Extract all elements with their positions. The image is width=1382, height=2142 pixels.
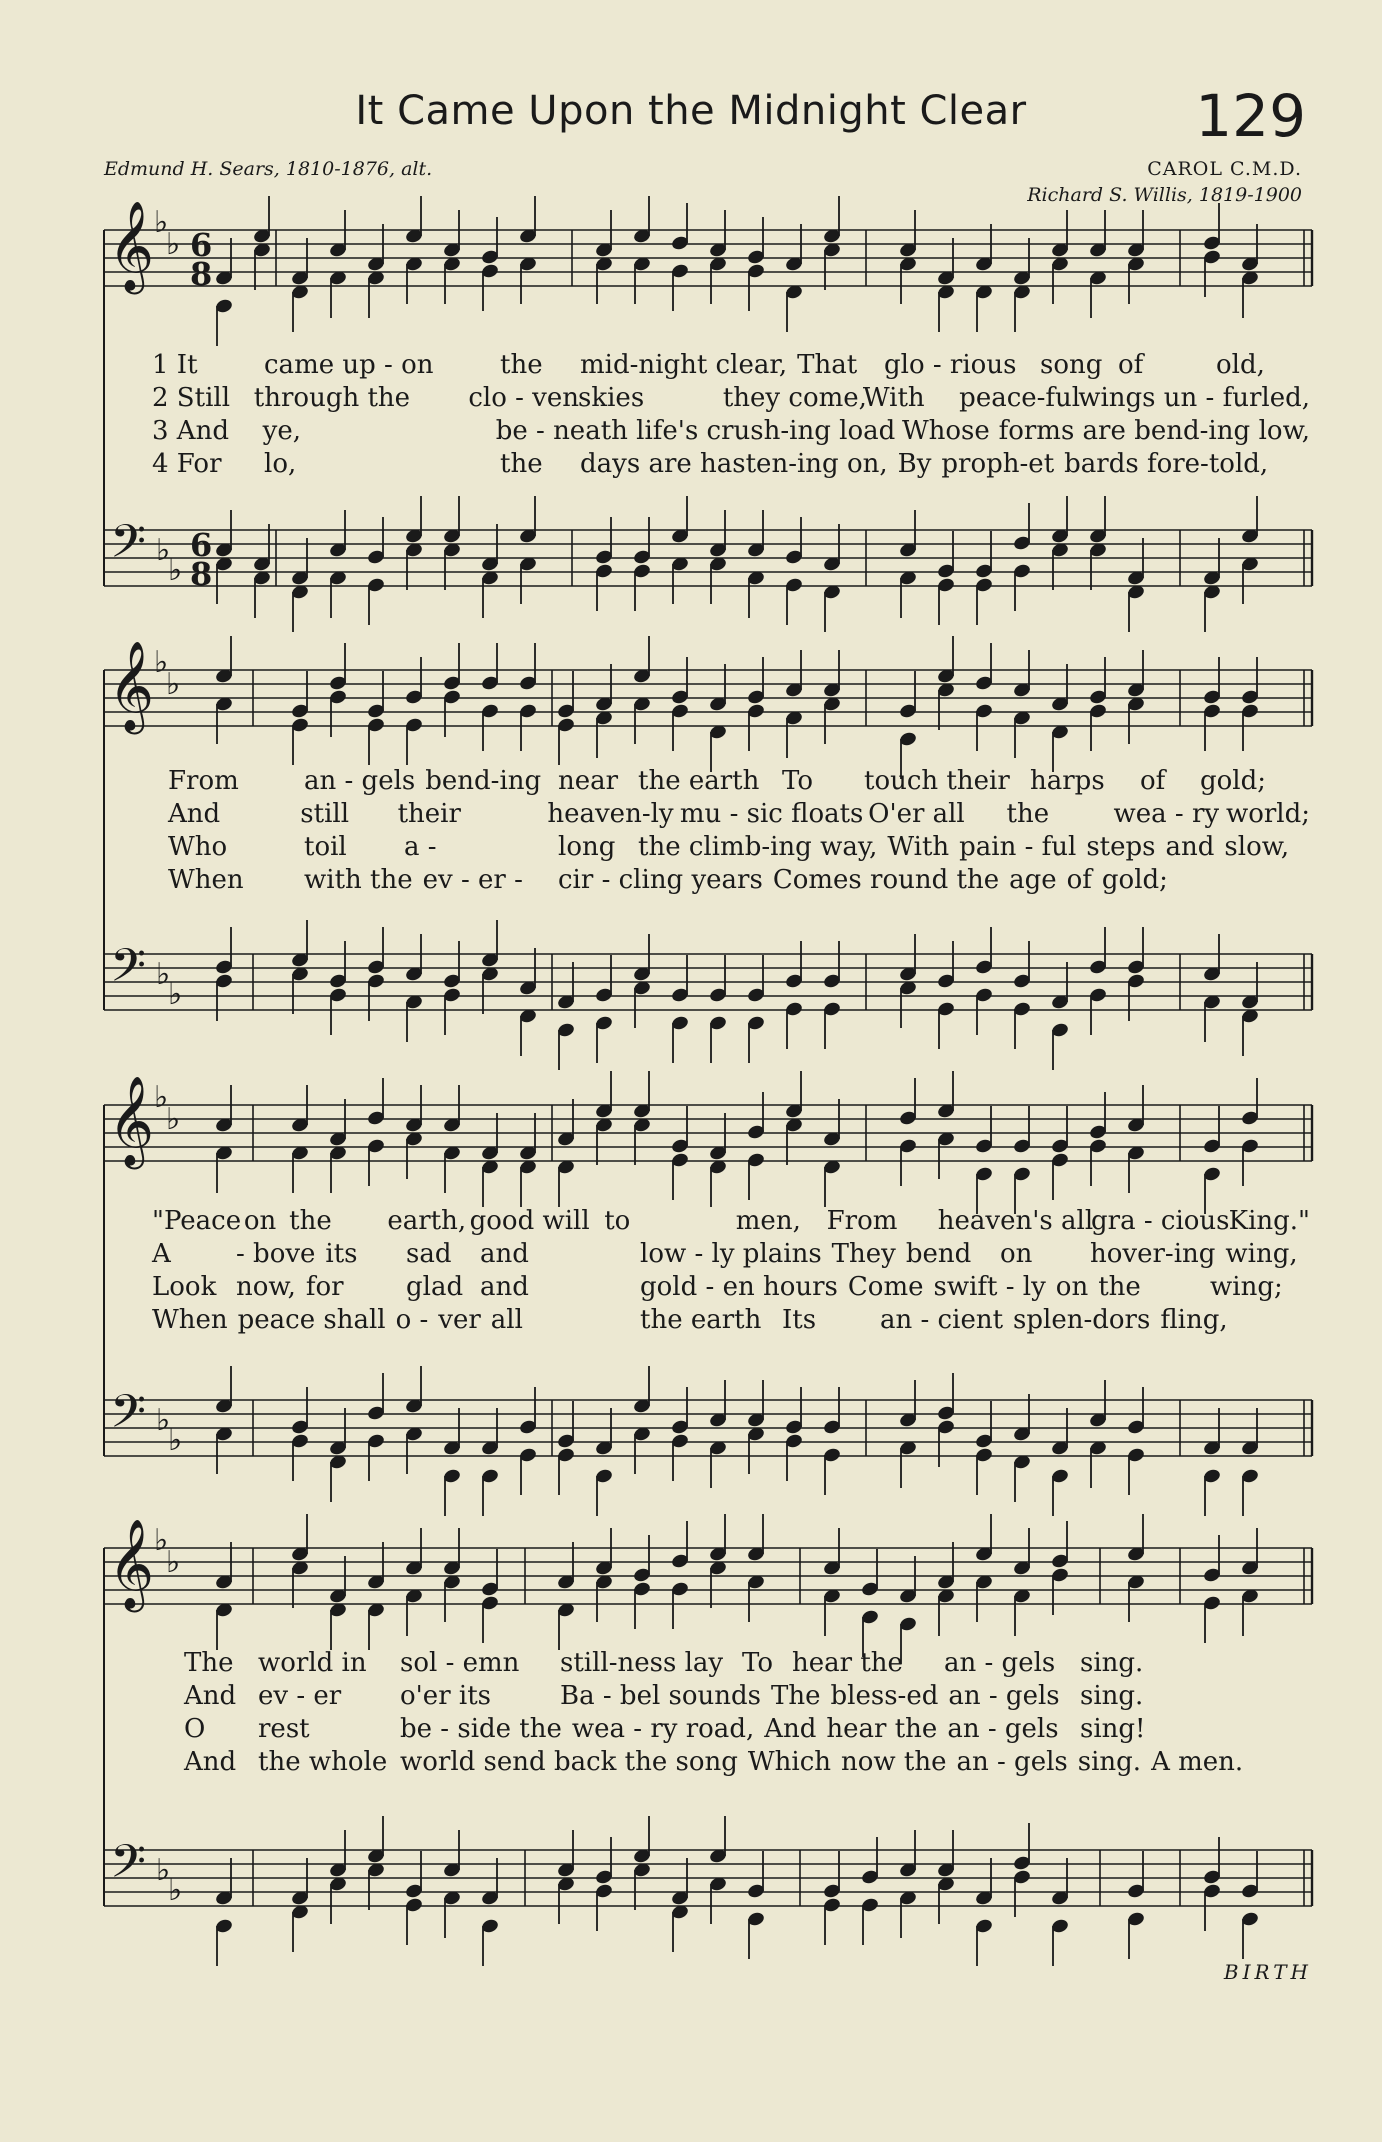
key-flat: ♭ — [168, 1423, 183, 1458]
lyric-word: the — [1006, 799, 1050, 829]
verse-line — [0, 1648, 1382, 1682]
treble-notes — [214, 196, 1259, 346]
lyric-word: wea - ry road, — [571, 1714, 755, 1744]
treble-clef: 𝄞 — [108, 1519, 155, 1609]
lyric-word: men, — [735, 1206, 801, 1236]
verse-line — [0, 1239, 1382, 1273]
lyric-word: bend — [905, 1239, 972, 1269]
lyric-word: and — [480, 1239, 529, 1269]
lyric-word: heaven-ly — [547, 799, 674, 829]
verse-line — [0, 766, 1382, 800]
verse-line — [0, 832, 1382, 866]
lyric-word: The — [771, 1681, 821, 1711]
lyric-word: wing; — [1210, 1272, 1283, 1302]
lyric-word: an - gels — [944, 1648, 1056, 1678]
key-flat: ♭ — [168, 1873, 183, 1908]
lyric-word: Who — [168, 832, 228, 862]
lyric-word: o - — [395, 1305, 429, 1335]
lyric-word: the climb-ing way, — [638, 832, 878, 862]
lyric-word: an - cient — [880, 1305, 1004, 1335]
lyric-word: ev - er - — [422, 865, 523, 895]
lyric-word: To — [742, 1648, 773, 1678]
key-flat: ♭ — [168, 977, 183, 1012]
lyric-word: - bove — [236, 1239, 316, 1269]
verse-line — [0, 449, 1382, 483]
lyric-word: low, — [1258, 416, 1310, 446]
lyric-word: 1 It — [152, 350, 198, 380]
key-flat: ♭ — [156, 957, 171, 992]
lyric-word: of — [1140, 766, 1166, 796]
key-flat: ♭ — [154, 645, 169, 680]
lyric-word: splen-dors — [1013, 1305, 1151, 1335]
lyric-word: age — [1009, 865, 1057, 895]
lyric-word: an - gels — [956, 1747, 1068, 1777]
lyric-word: And — [168, 799, 221, 829]
lyric-word: By — [897, 449, 932, 479]
lyric-word: and — [1165, 832, 1215, 862]
lyric-word: the whole — [258, 1747, 388, 1777]
lyric-word: Its — [782, 1305, 817, 1335]
lyric-word: world; — [1225, 799, 1310, 829]
lyric-word: From — [168, 766, 239, 796]
lyric-word: with the — [304, 865, 413, 895]
lyric-word: toil — [304, 832, 347, 862]
lyric-word: That — [797, 350, 858, 380]
key-flat: ♭ — [166, 1545, 181, 1580]
lyric-word: clo - ven — [468, 383, 579, 413]
lyric-word: When — [168, 865, 244, 895]
lyric-word: still — [300, 799, 350, 829]
lyric-word: Whose — [901, 416, 990, 446]
lyric-word: proph-et — [941, 449, 1055, 479]
lyric-word: the — [1098, 1272, 1141, 1302]
lyric-word: With — [862, 383, 925, 413]
bass-notes — [214, 920, 1259, 1070]
lyric-word: King." — [1228, 1206, 1310, 1236]
lyric-word: days are hasten-ing on, — [580, 449, 888, 479]
key-flat: ♭ — [156, 533, 171, 568]
lyric-word: song — [1040, 350, 1103, 380]
lyric-word: And — [184, 1681, 237, 1711]
lyric-word: forms are — [998, 416, 1126, 446]
lyric-word: and — [480, 1272, 529, 1302]
lyric-word: peace-ful — [959, 383, 1081, 413]
lyric-word: good will — [469, 1206, 590, 1236]
verse-line — [0, 1681, 1382, 1715]
lyric-word: all — [932, 799, 965, 829]
lyric-word: an - gels — [948, 1681, 1060, 1711]
bass-clef: 𝄢 — [110, 515, 147, 580]
lyric-word: peace shall — [237, 1305, 386, 1335]
lyric-word: mu - sic floats — [679, 799, 864, 829]
lyric-word: From — [826, 1206, 898, 1236]
lyric-word: gra - cious — [1091, 1206, 1230, 1236]
lyric-word: for — [305, 1272, 344, 1302]
treble-clef: 𝄞 — [108, 1076, 155, 1166]
lyric-word: be - neath — [495, 416, 628, 446]
lyric-word: life's crush-ing load — [636, 416, 896, 446]
verse-line — [0, 865, 1382, 899]
lyric-word: cir - cling years — [558, 865, 763, 895]
lyric-word: their — [397, 799, 461, 829]
lyric-word: long — [558, 832, 616, 862]
lyric-word: its — [325, 1239, 358, 1269]
lyric-word: of — [1118, 350, 1144, 380]
treble-staff — [104, 230, 1312, 286]
bass-notes — [214, 1816, 1259, 1966]
key-flat: ♭ — [154, 1080, 169, 1115]
lyric-word: came up - on — [264, 350, 434, 380]
text-author: Edmund H. Sears, 1810-1876, alt. — [104, 158, 433, 180]
lyric-word: sol - emn — [400, 1648, 520, 1678]
treble-notes — [214, 1514, 1259, 1664]
lyric-word: Comes round the — [772, 865, 1000, 895]
lyric-word: old, — [1216, 350, 1265, 380]
lyric-word: the earth — [640, 1305, 762, 1335]
lyric-word: bend-ing — [425, 766, 542, 796]
lyric-word: to — [604, 1206, 631, 1236]
hymn-number: 129 — [1195, 82, 1306, 150]
lyric-word: an - gels — [304, 766, 416, 796]
key-flat: ♭ — [168, 553, 183, 588]
lyric-word: O'er — [868, 799, 925, 829]
lyric-word: And — [184, 1747, 237, 1777]
lyric-word: hear the — [826, 1714, 938, 1744]
bass-notes — [214, 1366, 1259, 1516]
lyric-word: still-ness lay — [560, 1648, 724, 1678]
svg-text:6: 6 — [190, 526, 213, 564]
lyric-word: They — [831, 1239, 896, 1269]
tune-composer: Richard S. Willis, 1819-1900 — [1027, 184, 1302, 206]
verse-line — [0, 1206, 1382, 1240]
lyric-word: slow, — [1224, 832, 1290, 862]
lyric-word: gold; — [1101, 865, 1168, 895]
treble-clef: 𝄞 — [108, 641, 155, 731]
lyric-word: be - side the — [400, 1714, 562, 1744]
lyric-word: on — [243, 1206, 277, 1236]
lyric-word: ye, — [262, 416, 301, 446]
lyric-word: wea - ry — [1113, 799, 1220, 829]
lyric-word: wing, — [1225, 1239, 1298, 1269]
lyric-word: heaven's all — [937, 1206, 1094, 1236]
lyric-word: fling, — [1160, 1305, 1228, 1335]
lyric-word: With — [887, 832, 950, 862]
lyric-word: gold; — [1200, 766, 1267, 796]
lyric-word: low - ly plains — [640, 1239, 822, 1269]
lyric-word: To — [782, 766, 813, 796]
lyric-word: mid-night clear, — [580, 350, 788, 380]
lyric-word: ver — [438, 1305, 481, 1335]
lyric-word: hear the — [792, 1648, 903, 1678]
lyric-word: near — [558, 766, 619, 796]
verse-line — [0, 1714, 1382, 1748]
treble-clef: 𝄞 — [108, 201, 155, 291]
lyric-word: bend-ing — [1134, 416, 1251, 446]
lyric-word: bless-ed — [830, 1681, 939, 1711]
lyric-word: sing! — [1080, 1714, 1146, 1744]
key-flat: ♭ — [154, 1523, 169, 1558]
verse-line — [0, 383, 1382, 417]
lyric-word: swift - ly — [933, 1272, 1046, 1302]
lyric-word: Which — [747, 1747, 831, 1777]
bass-clef: 𝄢 — [110, 1835, 147, 1900]
lyric-word: earth, — [387, 1206, 467, 1236]
lyric-word: sad — [406, 1239, 452, 1269]
lyric-word: hover-ing — [1090, 1239, 1216, 1269]
lyric-word: harps — [1030, 766, 1105, 796]
svg-text:6: 6 — [190, 226, 213, 264]
lyric-word: gold - en hours — [640, 1272, 838, 1302]
treble-notes — [214, 1071, 1259, 1214]
lyric-word: all — [490, 1305, 523, 1335]
lyric-word: And — [764, 1714, 817, 1744]
verse-line — [0, 350, 1382, 384]
hymn-title: It Came Upon the Midnight Clear — [355, 88, 1027, 134]
verse-line — [0, 1272, 1382, 1306]
lyric-word: the earth — [638, 766, 760, 796]
lyric-word: world send back the song — [400, 1747, 738, 1777]
lyric-word: sing. — [1077, 1747, 1142, 1777]
lyric-word: rest — [258, 1714, 310, 1744]
lyric-word: world in — [258, 1648, 367, 1678]
lyric-word: Come — [847, 1272, 924, 1302]
lyric-word: 2 Still — [152, 383, 231, 413]
bass-clef: 𝄢 — [110, 939, 147, 1004]
lyric-word: on — [1055, 1272, 1089, 1302]
lyric-word: now, — [236, 1272, 296, 1302]
lyric-word: 3 And — [152, 416, 229, 446]
bass-clef: 𝄢 — [110, 1385, 147, 1450]
lyric-word: 4 For — [152, 449, 222, 479]
svg-text:8: 8 — [190, 555, 213, 593]
lyric-word: sing. — [1080, 1681, 1144, 1711]
key-flat: ♭ — [156, 1853, 171, 1888]
lyric-word: When — [152, 1305, 228, 1335]
verse-line — [0, 1747, 1382, 1781]
key-flat: ♭ — [154, 205, 169, 240]
lyric-word: now the — [841, 1747, 947, 1777]
treble-notes — [214, 636, 1259, 779]
lyric-word: ev - er — [258, 1681, 342, 1711]
lyric-word: the — [500, 350, 543, 380]
lyric-word: A men. — [1151, 1747, 1244, 1777]
lyric-word: wings un - furled, — [1078, 383, 1310, 413]
lyric-word: glad — [406, 1272, 464, 1302]
verse-line — [0, 1305, 1382, 1339]
key-flat: ♭ — [166, 667, 181, 702]
treble-time-signature — [190, 226, 212, 293]
lyric-word: an - gels — [947, 1714, 1059, 1744]
lyric-word: on — [1000, 1239, 1033, 1269]
lyric-word: Look — [152, 1272, 217, 1302]
lyric-word: the — [289, 1206, 332, 1236]
lyric-word: O — [184, 1714, 206, 1744]
lyric-word: touch their — [864, 766, 1010, 796]
key-flat: ♭ — [166, 227, 181, 262]
treble-staff — [104, 670, 1312, 726]
lyric-word: The — [184, 1648, 234, 1678]
lyric-word: bards fore-told, — [1064, 449, 1269, 479]
category-label: BIRTH — [1223, 1960, 1312, 1984]
verse-line — [0, 799, 1382, 833]
bass-notes — [214, 496, 1259, 632]
lyric-word: pain - ful — [959, 832, 1077, 862]
lyric-word: they come, — [722, 383, 867, 413]
key-flat: ♭ — [166, 1102, 181, 1137]
lyric-word: lo, — [264, 449, 297, 479]
key-flat: ♭ — [156, 1403, 171, 1438]
lyric-word: a - — [404, 832, 437, 862]
lyric-word: through the — [253, 383, 411, 413]
lyric-word: glo - rious — [884, 350, 1017, 380]
lyric-word: of — [1066, 865, 1092, 895]
svg-text:8: 8 — [190, 255, 213, 293]
bass-time-signature — [190, 526, 212, 593]
lyric-word: skies — [578, 383, 645, 413]
lyric-word: Ba - bel sounds — [560, 1681, 762, 1711]
tune-name: CAROL C.M.D. — [1147, 158, 1302, 180]
lyric-word: "Peace — [152, 1206, 242, 1236]
bass-staff — [104, 1850, 1312, 1906]
lyric-word: sing. — [1080, 1648, 1144, 1678]
lyric-word: the — [500, 449, 543, 479]
lyric-word: steps — [1086, 832, 1156, 862]
lyric-word: A — [152, 1239, 171, 1269]
lyric-word: o'er its — [400, 1681, 491, 1711]
verse-line — [0, 416, 1382, 450]
